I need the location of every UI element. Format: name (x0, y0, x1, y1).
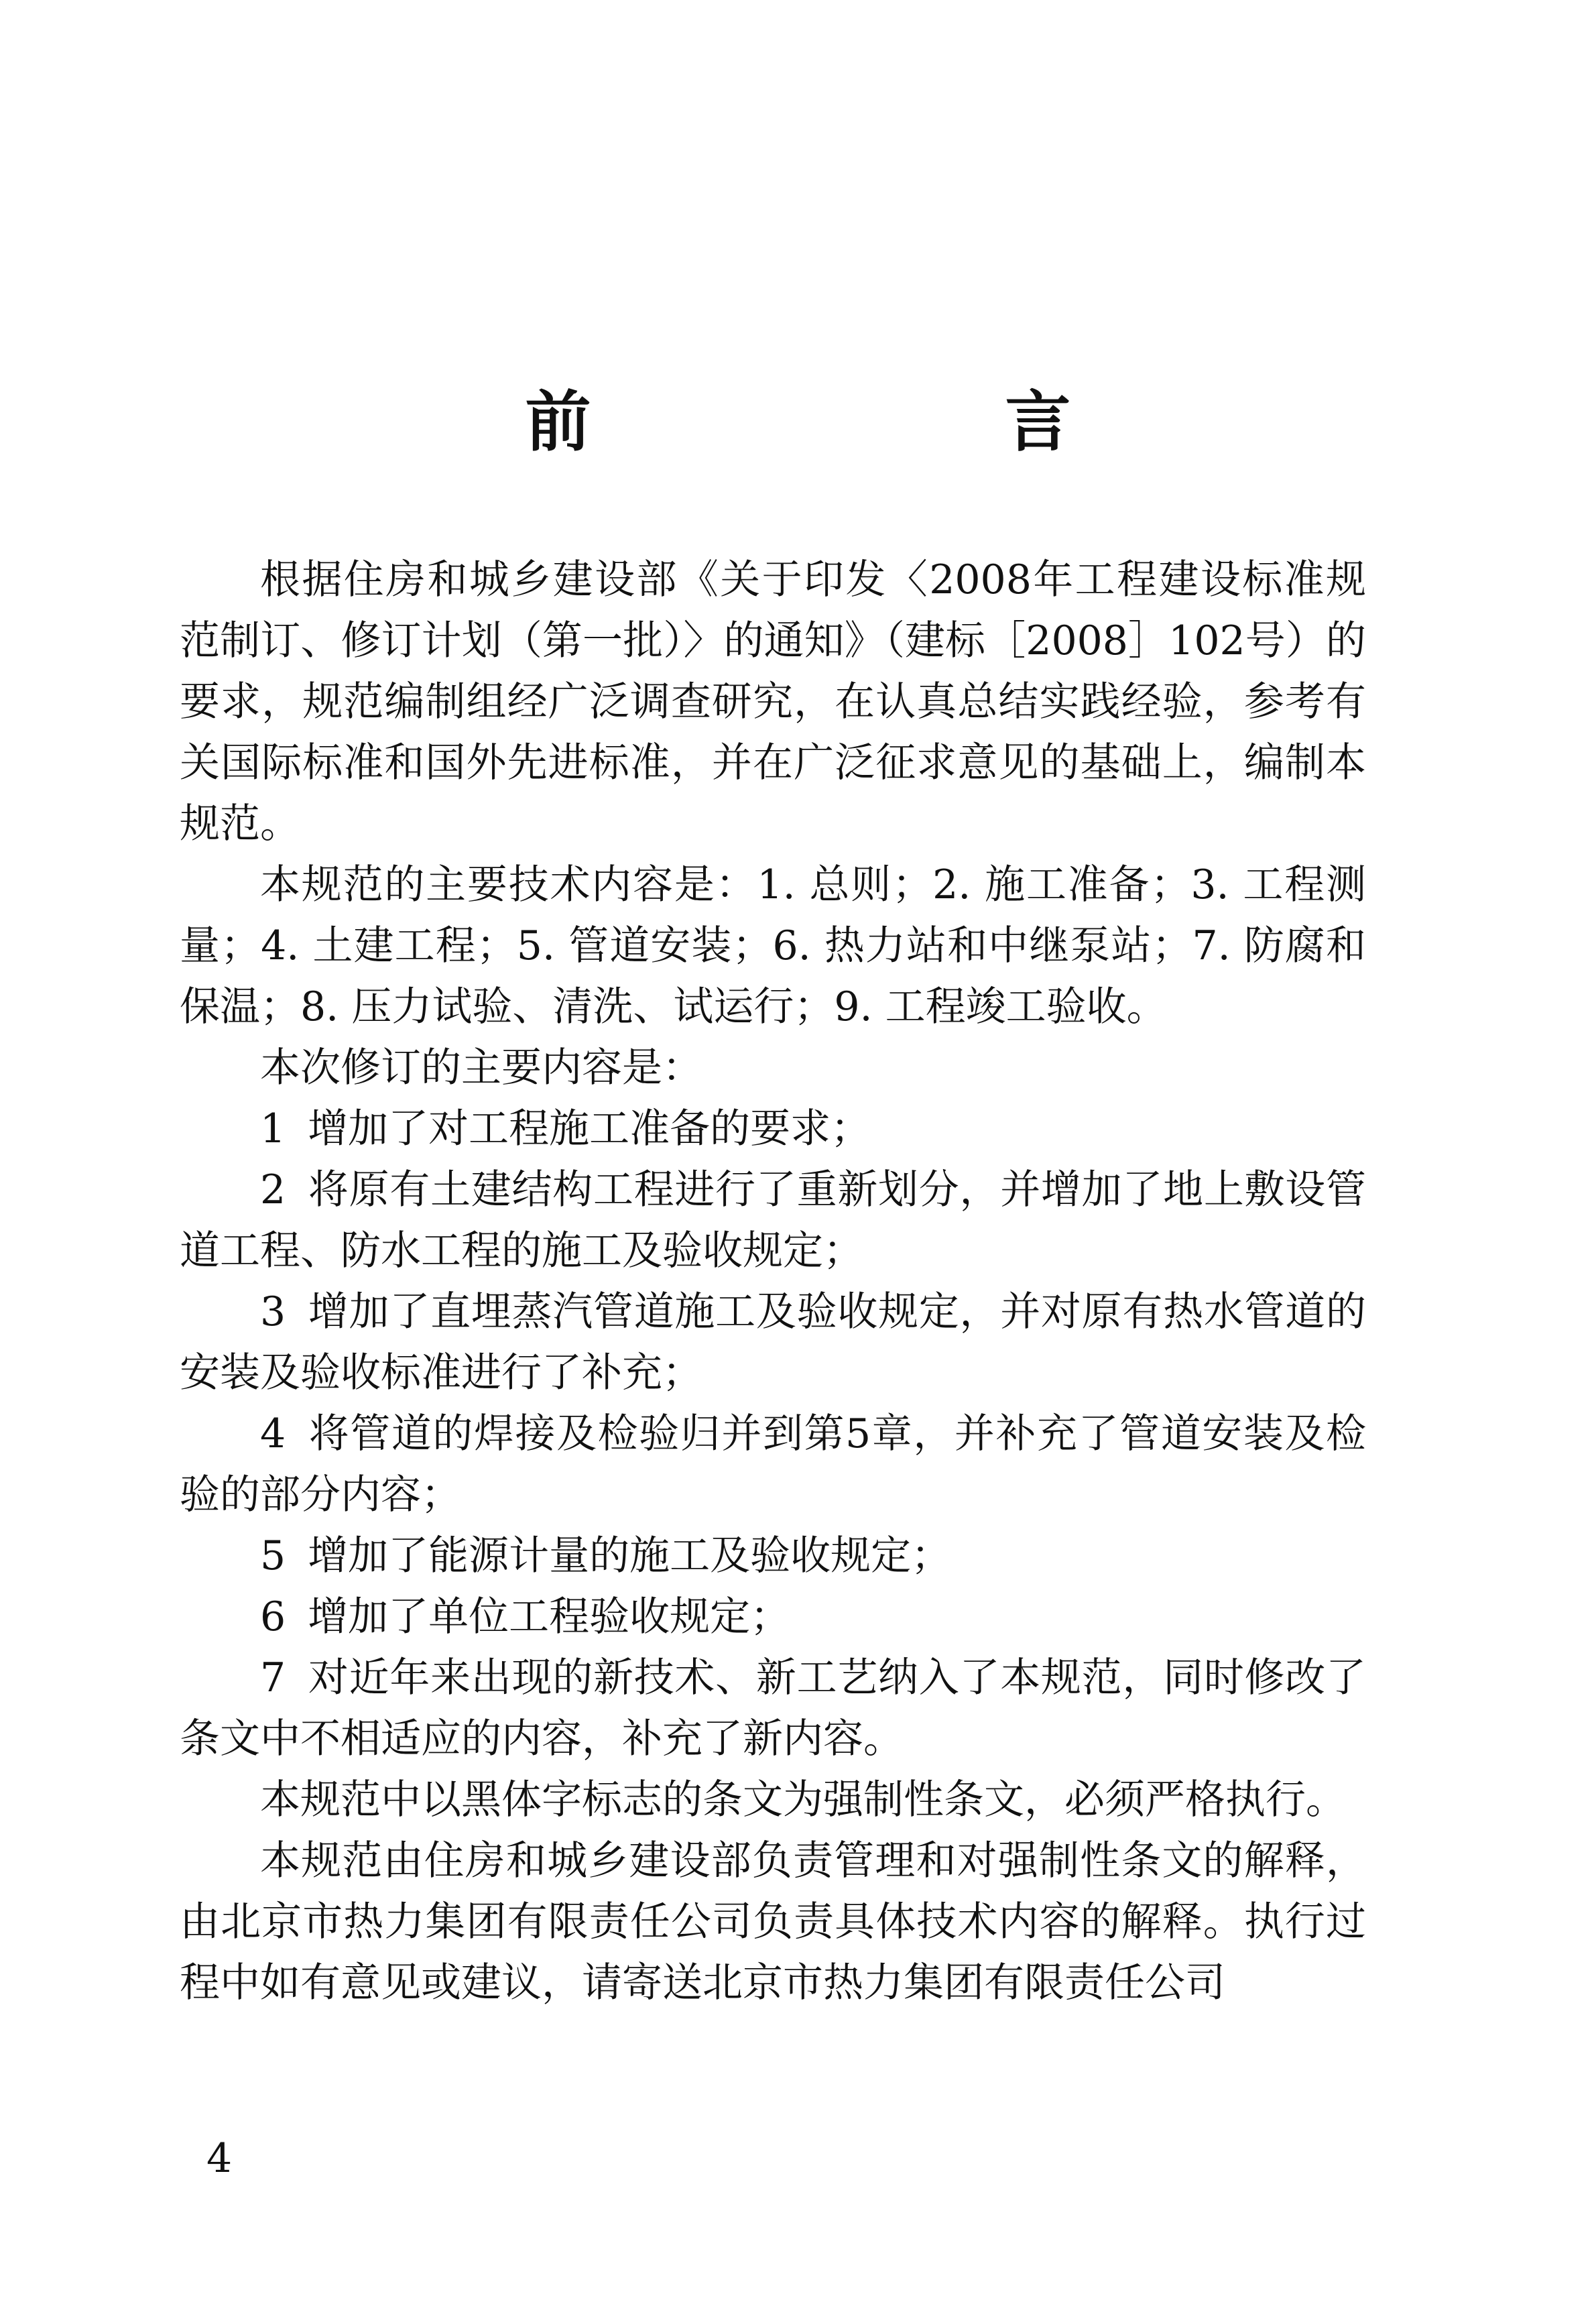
revision-item-number: 3 (260, 1288, 286, 1335)
revision-item-text: 将原有土建结构工程进行了重新划分，并增加了地上敷设管道工程、防水工程的施工及验收规定； (180, 1166, 1366, 1274)
revision-item-number: 5 (260, 1532, 286, 1579)
revision-item (180, 1526, 1366, 1587)
revision-item-number: 2 (260, 1166, 286, 1213)
paragraph-mandatory-provisions: 本规范中以黑体字标志的条文为强制性条文，必须严格执行。 (260, 1776, 1346, 1823)
revision-item-number: 6 (260, 1593, 286, 1640)
revision-item (180, 1587, 1366, 1648)
revision-item-text: 将管道的焊接及检验归并到第5章，并补充了管道安装及检验的部分内容； (180, 1410, 1366, 1518)
page-number: 4 (206, 2135, 233, 2182)
revision-item (180, 1648, 1366, 1770)
revision-item-text: 增加了能源计量的施工及验收规定； (308, 1532, 952, 1579)
paragraph-basis: 根据住房和城乡建设部《关于印发〈2008年工程建设标准规范制订、修订计划（第一批）〉的通知》（建标［2008］102号）的要求，规范编制组经广泛调查研究，在认真总结实践经验，参考有关国际标准和国外先进标准，并在广泛征求意见的基础上，编制本规范。 (180, 556, 1366, 847)
revision-item-text: 增加了直埋蒸汽管道施工及验收规定，并对原有热水管道的安装及验收标准进行了补充； (180, 1288, 1366, 1396)
revision-item-text: 增加了单位工程验收规定； (308, 1593, 791, 1640)
revision-item-number: 7 (260, 1654, 286, 1701)
paragraph-management: 本规范由住房和城乡建设部负责管理和对强制性条文的解释，由北京市热力集团有限责任公司负责具体技术内容的解释。执行过程中如有意见或建议，请寄送北京市热力集团有限责任公司 (180, 1837, 1366, 2006)
body-text (180, 550, 1366, 2014)
revision-item (180, 1160, 1366, 1282)
revision-item-text: 对近年来出现的新技术、新工艺纳入了本规范，同时修改了条文中不相适应的内容，补充了新内容。 (180, 1654, 1366, 1762)
page-title: 前 言 (525, 383, 1245, 461)
revision-item-text: 增加了对工程施工准备的要求； (308, 1105, 871, 1152)
paragraph-technical-contents: 本规范的主要技术内容是：1. 总则；2. 施工准备；3. 工程测量；4. 土建工程；5. 管道安装；6. 热力站和中继泵站；7. 防腐和保温；8. 压力试验、清洗、试运行；9. 工程竣工验收。 (180, 861, 1366, 1030)
revision-item (180, 1404, 1366, 1526)
revision-item (180, 1282, 1366, 1404)
revision-item-number: 4 (260, 1410, 286, 1457)
revision-item (180, 1099, 1366, 1160)
paragraph-revision-intro: 本次修订的主要内容是： (260, 1044, 702, 1091)
revision-item-number: 1 (260, 1105, 286, 1152)
